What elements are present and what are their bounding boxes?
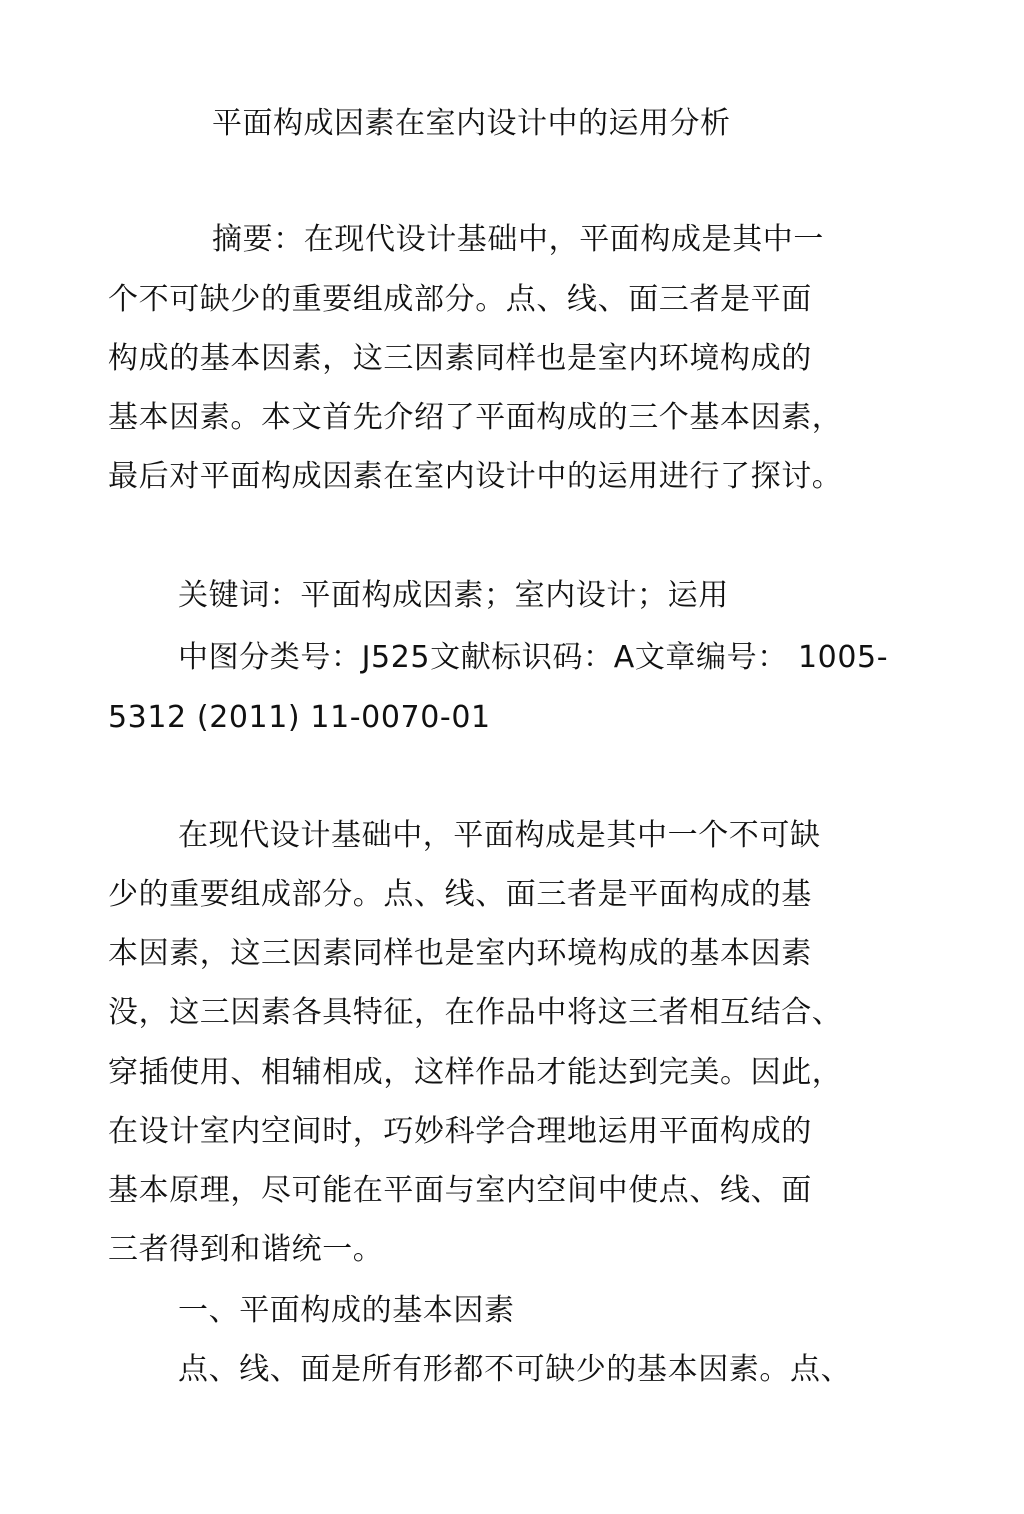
document-title: 平面构成因素在室内设计中的运用分析 [212,106,731,141]
keywords-line: 关键词：平面构成因素；室内设计；运用 [178,578,729,613]
body-line-1: 在现代设计基础中，平面构成是其中一个不可缺 [178,818,821,853]
body-line-5: 穿插使用、相辅相成，这样作品才能达到完美。因此， [108,1055,843,1090]
abstract-line-3: 构成的基本因素，这三因素同样也是室内环境构成的 [108,341,812,376]
body-line-7: 基本原理，尽可能在平面与室内空间中使点、线、面 [108,1173,812,1208]
body-line-2: 少的重要组成部分。点、线、面三者是平面构成的基 [108,877,812,912]
abstract-line-4: 基本因素。本文首先介绍了平面构成的三个基本因素， [108,400,843,435]
body-line-6: 在设计室内空间时，巧妙科学合理地运用平面构成的 [108,1114,812,1149]
section-first-line: 点、线、面是所有形都不可缺少的基本因素。点、 [178,1352,852,1387]
classification-line-1: 中图分类号：J525文献标识码：A文章编号： 1005- [178,640,889,675]
body-line-4: 没，这三因素各具特征，在作品中将这三者相互结合、 [108,995,843,1030]
abstract-line-2: 个不可缺少的重要组成部分。点、线、面三者是平面 [108,282,812,317]
body-line-3: 本因素，这三因素同样也是室内环境构成的基本因素 [108,936,812,971]
section-heading: 一、平面构成的基本因素 [178,1293,515,1328]
abstract-line-5: 最后对平面构成因素在室内设计中的运用进行了探讨。 [108,459,843,494]
abstract-line-1: 摘要：在现代设计基础中，平面构成是其中一 [212,222,824,257]
classification-line-2: 5312 (2011) 11-0070-01 [108,700,491,735]
body-line-8: 三者得到和谐统一。 [108,1232,384,1267]
